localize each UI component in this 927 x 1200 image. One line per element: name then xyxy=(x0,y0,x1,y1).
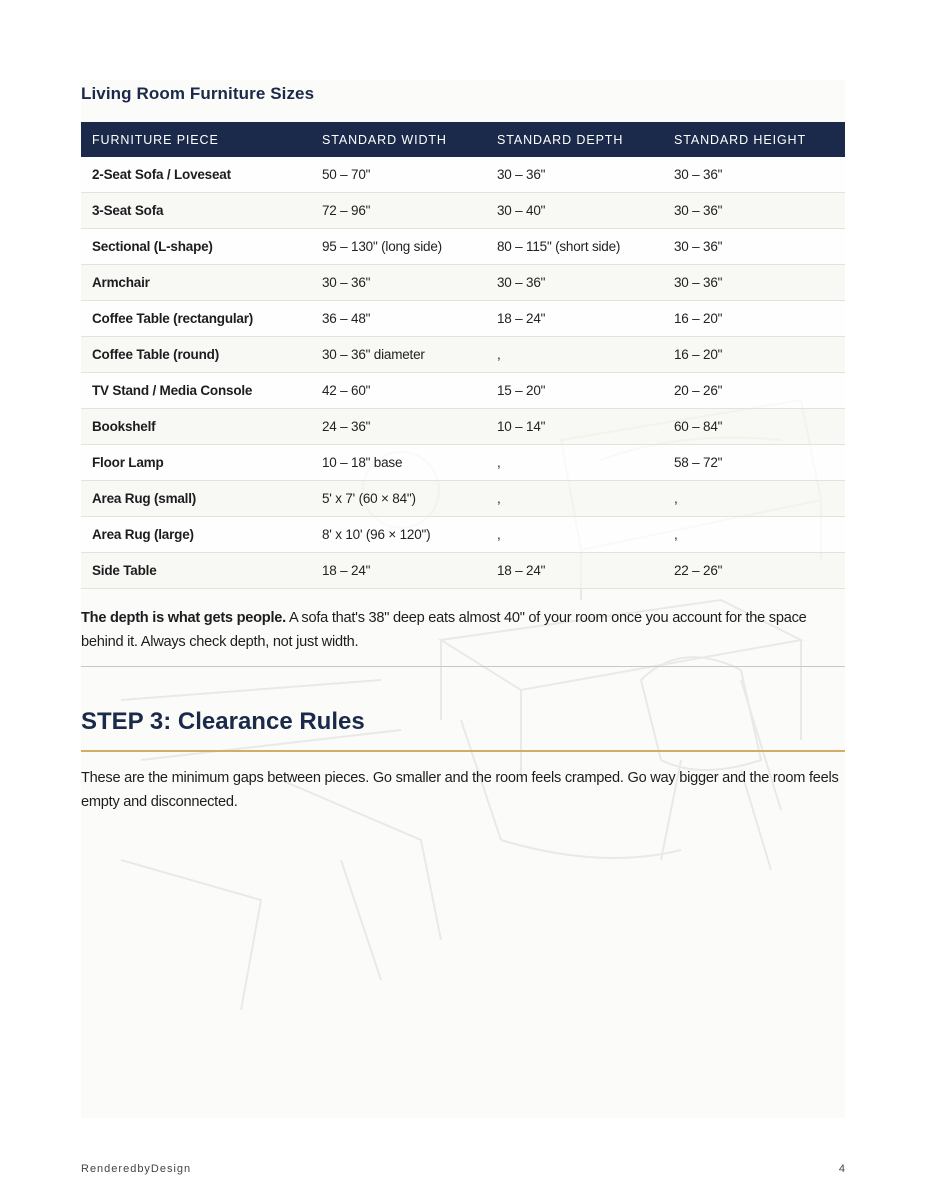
cell-piece: Floor Lamp xyxy=(81,445,311,481)
table-header-row xyxy=(81,122,845,157)
cell-piece: Sectional (L-shape) xyxy=(81,229,311,265)
furniture-size-table xyxy=(81,122,845,589)
cell-depth: 30 – 40" xyxy=(486,193,663,229)
header-standard-height: STANDARD HEIGHT xyxy=(663,122,845,157)
cell-depth: 15 – 20" xyxy=(486,373,663,409)
section-divider xyxy=(81,666,845,667)
cell-depth: 80 – 115" (short side) xyxy=(486,229,663,265)
cell-depth: 30 – 36" xyxy=(486,265,663,301)
cell-width: 36 – 48" xyxy=(311,301,486,337)
cell-piece: 3-Seat Sofa xyxy=(81,193,311,229)
cell-depth: 30 – 36" xyxy=(486,157,663,193)
cell-width: 30 – 36" xyxy=(311,265,486,301)
cell-piece: Coffee Table (rectangular) xyxy=(81,301,311,337)
cell-piece: Side Table xyxy=(81,553,311,589)
table-row xyxy=(81,481,845,517)
cell-width: 5' x 7' (60 × 84") xyxy=(311,481,486,517)
depth-note-body: A sofa that's 38" deep eats almost 40" of your room once you account for the space behind it. Always check depth, not just width. xyxy=(81,610,807,650)
cell-width: 50 – 70" xyxy=(311,157,486,193)
section-subtitle: Living Room Furniture Sizes xyxy=(81,84,315,103)
cell-height: 58 – 72" xyxy=(663,445,845,481)
clearance-intro: These are the minimum gaps between pieces. Go smaller and the room feels cramped. Go way bigger and the room feels empty and disconnected. xyxy=(81,770,839,810)
cell-piece: 2-Seat Sofa / Loveseat xyxy=(81,157,311,193)
heading-underline xyxy=(81,750,845,752)
cell-height: 20 – 26" xyxy=(663,373,845,409)
cell-piece: Coffee Table (round) xyxy=(81,337,311,373)
page-number: 4 xyxy=(838,1163,845,1175)
table-row xyxy=(81,301,845,337)
table-row xyxy=(81,265,845,301)
cell-height: 30 – 36" xyxy=(663,229,845,265)
depth-note-lead: The depth is what gets people. xyxy=(81,610,286,626)
cell-width: 72 – 96" xyxy=(311,193,486,229)
step-heading: STEP 3: Clearance Rules xyxy=(81,708,365,735)
cell-width: 10 – 18" base xyxy=(311,445,486,481)
cell-height: 16 – 20" xyxy=(663,301,845,337)
cell-height: , xyxy=(663,481,845,517)
cell-depth: , xyxy=(486,445,663,481)
cell-height: 60 – 84" xyxy=(663,409,845,445)
cell-width: 8' x 10' (96 × 120") xyxy=(311,517,486,553)
cell-depth: , xyxy=(486,517,663,553)
cell-depth: , xyxy=(486,481,663,517)
header-standard-depth: STANDARD DEPTH xyxy=(486,122,663,157)
cell-depth: 10 – 14" xyxy=(486,409,663,445)
cell-height: 16 – 20" xyxy=(663,337,845,373)
table-row xyxy=(81,553,845,589)
table-row xyxy=(81,409,845,445)
cell-piece: Area Rug (small) xyxy=(81,481,311,517)
cell-depth: 18 – 24" xyxy=(486,301,663,337)
cell-piece: Bookshelf xyxy=(81,409,311,445)
cell-piece: TV Stand / Media Console xyxy=(81,373,311,409)
table-row xyxy=(81,337,845,373)
cell-depth: , xyxy=(486,337,663,373)
cell-width: 42 – 60" xyxy=(311,373,486,409)
cell-height: 30 – 36" xyxy=(663,265,845,301)
cell-height: , xyxy=(663,517,845,553)
cell-height: 22 – 26" xyxy=(663,553,845,589)
depth-note xyxy=(81,606,851,654)
table-row xyxy=(81,193,845,229)
table-row xyxy=(81,517,845,553)
cell-height: 30 – 36" xyxy=(663,157,845,193)
header-furniture-piece: FURNITURE PIECE xyxy=(81,122,311,157)
footer-brand: RenderedbyDesign xyxy=(81,1163,192,1175)
table-row xyxy=(81,373,845,409)
cell-piece: Armchair xyxy=(81,265,311,301)
cell-piece: Area Rug (large) xyxy=(81,517,311,553)
cell-width: 24 – 36" xyxy=(311,409,486,445)
cell-width: 95 – 130" (long side) xyxy=(311,229,486,265)
cell-width: 30 – 36" diameter xyxy=(311,337,486,373)
cell-width: 18 – 24" xyxy=(311,553,486,589)
cell-depth: 18 – 24" xyxy=(486,553,663,589)
table-row xyxy=(81,445,845,481)
table-row xyxy=(81,157,845,193)
cell-height: 30 – 36" xyxy=(663,193,845,229)
table-row xyxy=(81,229,845,265)
header-standard-width: STANDARD WIDTH xyxy=(311,122,486,157)
